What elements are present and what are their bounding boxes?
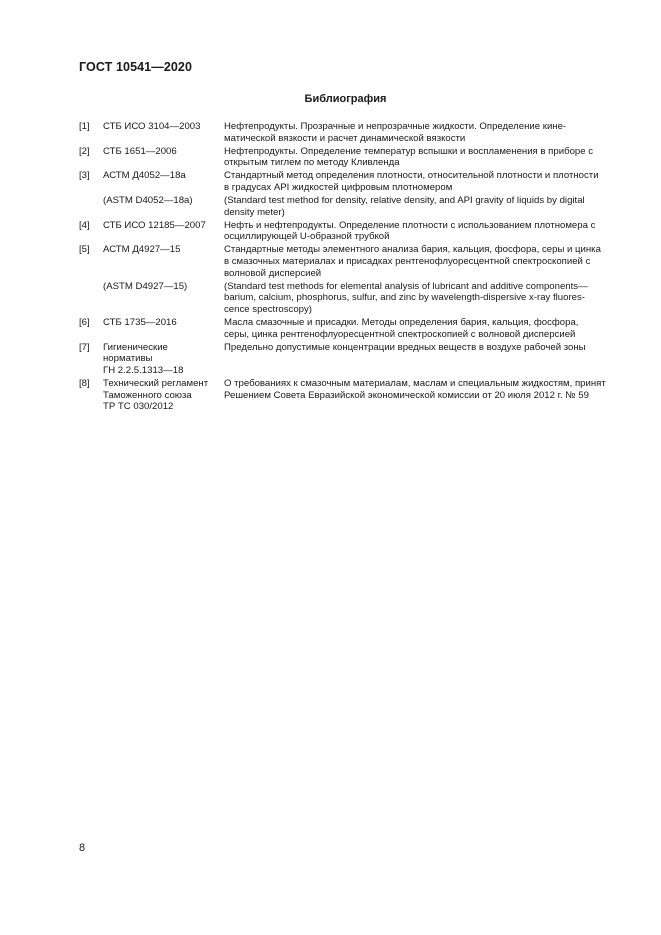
entry-number: [6] bbox=[79, 317, 90, 328]
entry-code: СТБ ИСО 12185—2007 bbox=[103, 219, 206, 231]
entry-number: [2] bbox=[79, 145, 90, 157]
entry-description: О требованиях к смазочным материалам, маслам и специальным жидкостям, принят Решением Совета Евразийской экономической комиссии от 20 июля 2012 г. № 59 bbox=[224, 377, 606, 401]
entry-description: Масла смазочные и присадки. Методы определения бария, кальция, фосфора, серы, цинка рентгенофлуоресцентной спектроскопией с волновой дисперсией bbox=[224, 317, 579, 340]
entry-description: Стандартные методы элементного анализа бария, кальция, фосфора, серы и цинка в смазочных материалах и присадках рентгенофлуоресцентной спектроскопией с волновой дисперсией bbox=[224, 244, 601, 279]
entry-number: [1] bbox=[79, 121, 90, 132]
entry-number: [4] bbox=[79, 219, 90, 231]
entry-description: Нефтепродукты. Прозрачные и непрозрачные жидкости. Определение кине- матической вязкости и расчет динамической вязкости bbox=[224, 121, 567, 144]
entry-description: (Standard test methods for elemental analysis of lubricant and additive components— barium, calcium, phosphorus, sulfur, and zinc by wavelength-dispersive x-ray fluores- cence spectroscopy) bbox=[224, 280, 588, 315]
entry-description: Нефтепродукты. Определение температур вспышки и воспламенения в приборе с открытым тиглем по методу Кливленда bbox=[224, 145, 594, 169]
bibliography-entry bbox=[79, 146, 615, 169]
entry-code: СТБ ИСО 3104—2003 bbox=[103, 121, 201, 132]
entry-description: Предельно допустимые концентрации вредных веществ в воздухе рабочей зоны bbox=[224, 341, 586, 353]
entry-code: СТБ 1651—2006 bbox=[103, 145, 177, 157]
bibliography-entry bbox=[79, 121, 615, 144]
entry-description: Нефть и нефтепродукты. Определение плотности с использованием плотномера с осциллирующей U-образной трубкой bbox=[224, 219, 596, 243]
entry-code: СТБ 1735—2016 bbox=[103, 317, 177, 328]
bibliography-entry bbox=[79, 378, 615, 413]
bibliography-list bbox=[79, 121, 615, 414]
entry-code: Гигиенические нормативы ГН 2.2.5.1313—18 bbox=[103, 341, 184, 376]
page-number: 8 bbox=[79, 842, 86, 854]
standard-code-header: ГОСТ 10541—2020 bbox=[79, 60, 193, 74]
entry-code: АСТМ Д4052—18а bbox=[103, 170, 186, 182]
section-title: Библиография bbox=[304, 93, 387, 105]
entry-code: Технический регламент Таможенного союза ТР ТС 030/2012 bbox=[103, 377, 209, 413]
entry-code: (ASTM D4927—15) bbox=[103, 280, 188, 292]
entry-number: [7] bbox=[79, 341, 90, 353]
bibliography-entry bbox=[79, 220, 615, 243]
bibliography-entry bbox=[79, 244, 615, 279]
entry-number: [5] bbox=[79, 244, 90, 256]
entry-number: [3] bbox=[79, 170, 90, 182]
entry-code: (ASTM D4052—18a) bbox=[103, 195, 193, 207]
bibliography-entry-original bbox=[79, 281, 615, 316]
entry-description: Стандартный метод определения плотности, относительной плотности и плотности в градусах API жидкостей цифровым плотномером bbox=[224, 170, 599, 193]
entry-number: [8] bbox=[79, 377, 90, 389]
entry-code: АСТМ Д4927—15 bbox=[103, 244, 181, 256]
bibliography-entry-original bbox=[79, 195, 615, 218]
bibliography-entry bbox=[79, 342, 615, 377]
entry-description: (Standard test method for density, relative density, and API gravity of liquids by digital density meter) bbox=[224, 195, 585, 218]
bibliography-entry bbox=[79, 317, 615, 340]
bibliography-entry bbox=[79, 170, 615, 193]
